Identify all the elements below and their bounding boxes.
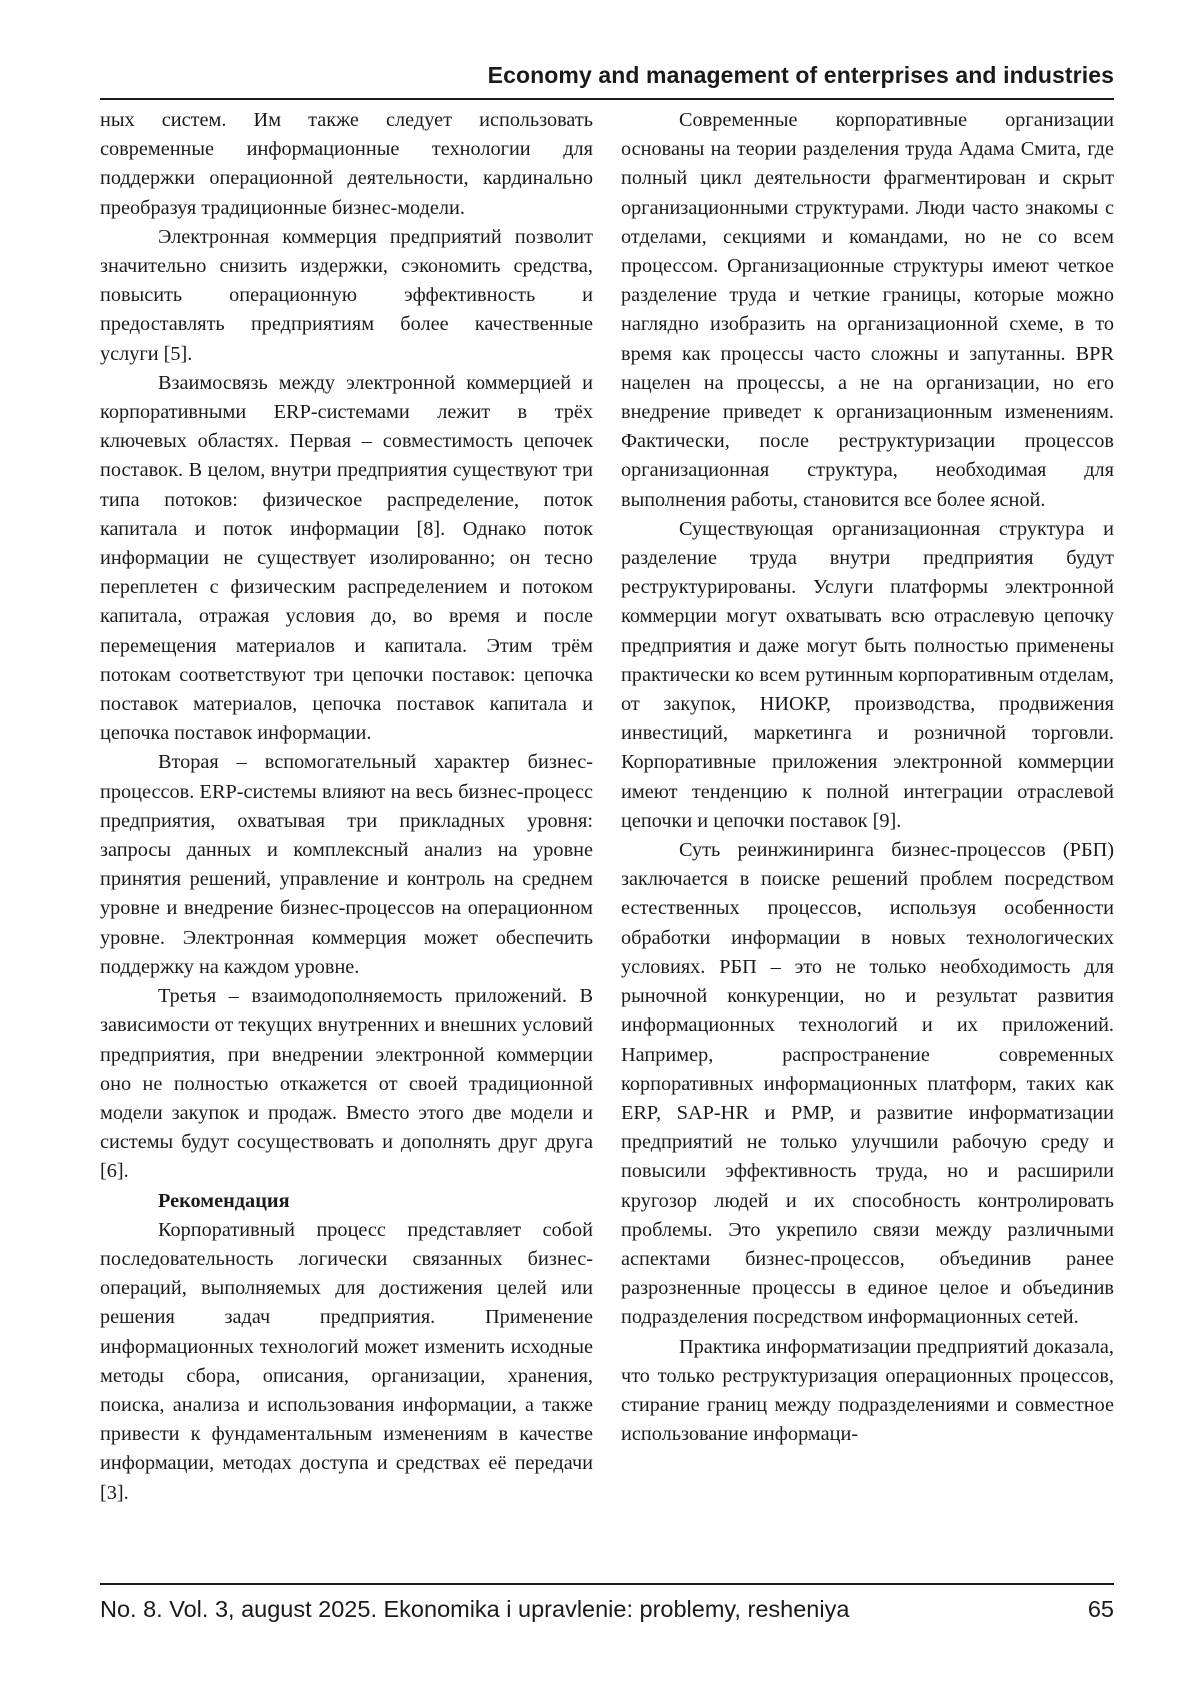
paragraph: Третья – взаимодополняемость приложений. В зависимости от текущих внутренних и внешних условий предприятия, при внедрении электронной коммерции оно не полностью откажется от своей традиционной модели закупок и продаж. Вместо этого две модели и системы будут сосуществовать и дополнять друг друга [6]. xyxy=(100,985,593,1183)
header-rule xyxy=(100,98,1114,100)
paragraph: Взаимосвязь между электронной коммерцией и корпоративными ERP-системами лежит в трёх ключевых областях. Первая – совместимость цепочек поставок. В целом, внутри предприятия существуют три типа потоков: физическое распределение, поток капитала и поток информации [8]. Однако поток информации не существует изолированно; он тесно переплетен с физическим распределением и потоком капитала, отражая условия до, во время и после перемещения материалов и капитала. Этим трём потокам соответствуют три цепочки поставок: цепочка поставок материалов, цепочка поставок капитала и цепочка поставок информации. xyxy=(100,371,593,745)
paragraph: Суть реинжиниринга бизнес-процессов (РБП) заключается в поиске решений проблем посредством естественных процессов, используя особенности обработки информации в новых технологических условиях. РБП – это не только необходимость для рыночной конкуренции, но и результат развития информационных технологий и их приложений. Например, распространение современных корпоративных информационных платформ, таких как ERP, SAP-HR и PMP, и развитие информатизации предприятий не только улучшили рабочую среду и повысили эффективность труда, но и расширили кругозор людей и их способность контролировать проблемы. Это укрепило связи между различными аспектами бизнес-процессов, объединив ранее разрозненные процессы в единое целое и объединив подразделения посредством информационных сетей. xyxy=(621,839,1114,1329)
paragraph: Практика информатизации предприятий доказала, что только реструктуризация операционных процессов, стирание границ между подразделениями и совместное использование информаци- xyxy=(621,1335,1114,1446)
footer-rule xyxy=(100,1583,1114,1585)
page-footer xyxy=(100,1596,1114,1623)
right-column xyxy=(621,106,1114,1449)
paragraph: Корпоративный процесс представляет собой последовательность логически связанных бизнес-операций, выполняемых для достижения целей или решения задач предприятия. Применение информационных технологий может изменить исходные методы сбора, описания, организации, хранения, поиска, анализа и использования информации, а также привести к фундаментальным изменениям в качестве информации, методах доступа и средствах её передачи [3]. xyxy=(100,1218,593,1504)
page-number: 65 xyxy=(1087,1596,1114,1622)
running-title: Economy and management of enterprises and industries xyxy=(487,62,1114,88)
paragraph: Современные корпоративные организации основаны на теории разделения труда Адама Смита, где полный цикл деятельности фрагментирован и скрыт организационными структурами. Люди часто знакомы с отделами, секциями и командами, но не со всем процессом. Организационные структуры имеют четкое разделение труда и четкие границы, которые можно наглядно изобразить на организационной схеме, в то время как процессы часто сложны и запутанны. BPR нацелен на процессы, а не на организации, но его внедрение приведет к организационным изменениям. Фактически, после реструктуризации процессов организационная структура, необходимая для выполнения работы, становится все более ясной. xyxy=(621,109,1114,511)
paragraph: Вторая – вспомогательный характер бизнес-процессов. ERP-системы влияют на весь бизнес-процесс предприятия, охватывая три прикладных уровня: запросы данных и комплексный анализ на уровне принятия решений, управление и контроль на среднем уровне и внедрение бизнес-процессов на операционном уровне. Электронная коммерция может обеспечить поддержку на каждом уровне. xyxy=(100,751,593,978)
paragraph: ных систем. Им также следует использовать современные информационные технологии для поддержки операционной деятельности, кардинально преобразуя традиционные бизнес-модели. xyxy=(100,109,593,219)
left-column xyxy=(100,106,593,1508)
section-heading: Рекомендация xyxy=(158,1189,290,1212)
journal-citation: No. 8. Vol. 3, august 2025. Ekonomika i upravlenie: problemy, resheniya xyxy=(100,1596,850,1622)
paragraph: Электронная коммерция предприятий позволит значительно снизить издержки, сэкономить средства, повысить операционную эффективность и предоставлять предприятиям более качественные услуги [5]. xyxy=(100,225,593,365)
paragraph: Существующая организационная структура и разделение труда внутри предприятия будут реструктурированы. Услуги платформы электронной коммерции могут охватывать всю отраслевую цепочку предприятия и даже могут быть полностью применены практически ко всем рутинным корпоративным отделам, от закупок, НИОКР, производства, продвижения инвестиций, маркетинга и розничной торговли. Корпоративные приложения электронной коммерции имеют тенденцию к полной интеграции отраслевой цепочки и цепочки поставок [9]. xyxy=(621,517,1114,832)
